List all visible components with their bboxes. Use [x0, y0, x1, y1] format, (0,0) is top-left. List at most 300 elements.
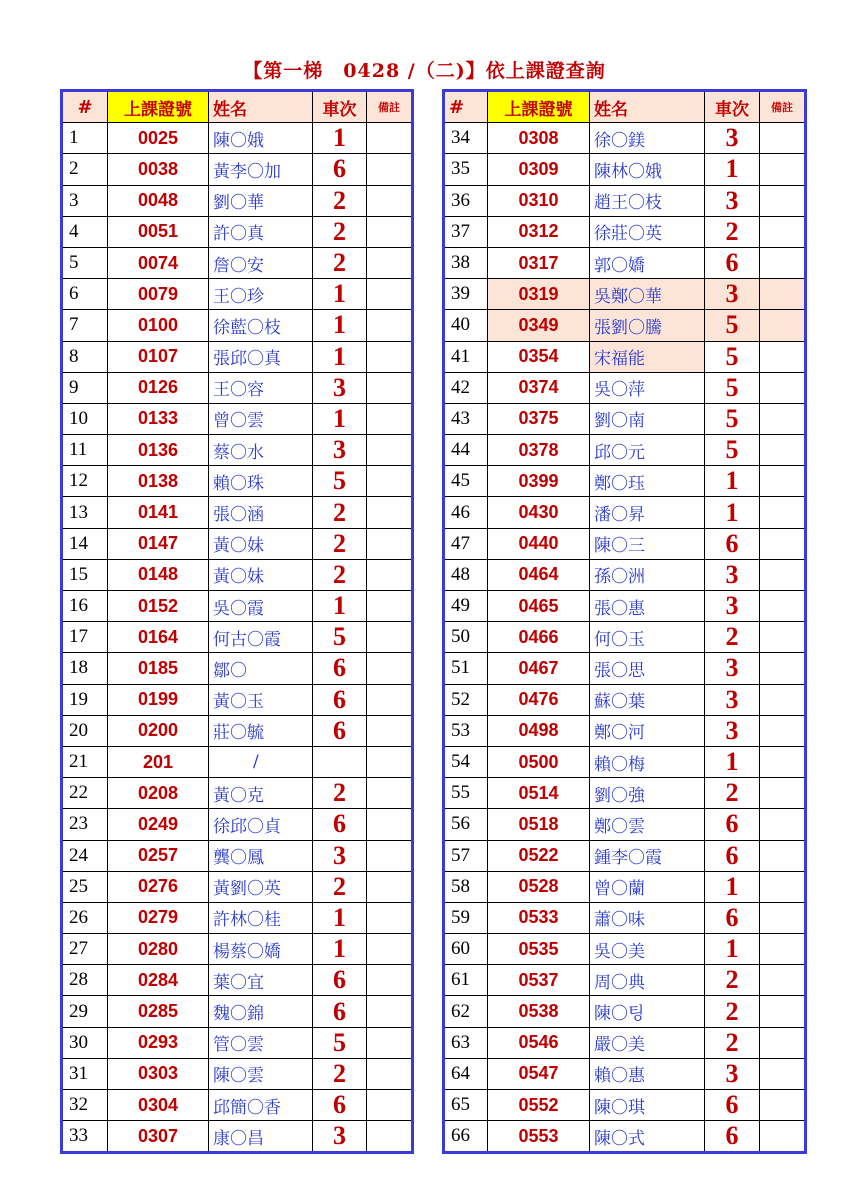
pass-number: 0079: [108, 279, 209, 310]
person-name: 徐〇鎂: [590, 123, 705, 154]
vehicle-number: 3: [705, 279, 760, 310]
pass-number: 0100: [108, 310, 209, 341]
person-name: 陳〇娥: [209, 123, 313, 154]
pass-number: 0293: [108, 1027, 209, 1058]
pass-number: 0200: [108, 715, 209, 746]
table-row: [444, 622, 806, 653]
table-row: [444, 435, 806, 466]
remarks: [367, 778, 413, 809]
roster-table-left: [60, 89, 414, 1154]
page-title: 【第一梯 0428 /（二)】依上課證查詢: [243, 60, 606, 82]
remarks: [367, 1027, 413, 1058]
remarks: [367, 1090, 413, 1121]
vehicle-number: 1: [705, 871, 760, 902]
vehicle-number: 2: [313, 528, 367, 559]
vehicle-number: 5: [705, 435, 760, 466]
pass-number: 0430: [488, 497, 590, 528]
table-row: [62, 653, 413, 684]
table-row: [444, 185, 806, 216]
pass-number: 0310: [488, 185, 590, 216]
remarks: [760, 528, 806, 559]
person-name: 宋福能: [590, 341, 705, 372]
person-name: 周〇典: [590, 965, 705, 996]
table-row: [62, 996, 413, 1027]
row-number: 40: [444, 310, 488, 341]
vehicle-number: 3: [313, 840, 367, 871]
row-number: 50: [444, 622, 488, 653]
table-row: [62, 341, 413, 372]
person-name: 張邱〇真: [209, 341, 313, 372]
vehicle-number: 2: [313, 247, 367, 278]
pass-number: 0354: [488, 341, 590, 372]
vehicle-number: 2: [705, 778, 760, 809]
person-name: 魏〇錦: [209, 996, 313, 1027]
remarks: [367, 622, 413, 653]
table-row: [444, 778, 806, 809]
remarks: [760, 247, 806, 278]
table-row: [444, 1121, 806, 1153]
remarks: [367, 247, 413, 278]
table-row: [444, 279, 806, 310]
table-row: [444, 497, 806, 528]
vehicle-number: 6: [705, 1090, 760, 1121]
table-row: [444, 310, 806, 341]
vehicle-number: 1: [705, 466, 760, 497]
pass-number: 0518: [488, 809, 590, 840]
remarks: [760, 840, 806, 871]
row-number: 36: [444, 185, 488, 216]
table-row: [444, 1058, 806, 1089]
roster-body-right: [444, 123, 806, 1153]
row-number: 60: [444, 934, 488, 965]
table-row: [444, 902, 806, 933]
person-name: 黃劉〇英: [209, 871, 313, 902]
person-name: 陳〇팅: [590, 996, 705, 1027]
header-name: 姓名: [209, 91, 313, 123]
row-number: 41: [444, 341, 488, 372]
person-name: 詹〇安: [209, 247, 313, 278]
pass-number: 0535: [488, 934, 590, 965]
person-name: 許林〇桂: [209, 902, 313, 933]
remarks: [367, 840, 413, 871]
vehicle-number: 3: [313, 1121, 367, 1153]
row-number: 9: [62, 372, 108, 403]
header-pass-number: 上課證號: [488, 91, 590, 123]
remarks: [367, 123, 413, 154]
person-name: 王〇容: [209, 372, 313, 403]
table-row: [62, 185, 413, 216]
row-number: 30: [62, 1027, 108, 1058]
person-name: 管〇雲: [209, 1027, 313, 1058]
row-number: 22: [62, 778, 108, 809]
row-number: 10: [62, 403, 108, 434]
table-row: [62, 279, 413, 310]
vehicle-number: 5: [705, 341, 760, 372]
table-row: [444, 559, 806, 590]
person-name: 賴〇惠: [590, 1058, 705, 1089]
pass-number: 0257: [108, 840, 209, 871]
remarks: [367, 996, 413, 1027]
row-number: 33: [62, 1121, 108, 1153]
header-remarks: 備註: [367, 91, 413, 123]
row-number: 12: [62, 466, 108, 497]
person-name: 潘〇昇: [590, 497, 705, 528]
pass-number: 0440: [488, 528, 590, 559]
header-name: 姓名: [590, 91, 705, 123]
pass-number: 0152: [108, 591, 209, 622]
person-name: 吳〇霞: [209, 591, 313, 622]
vehicle-number: 5: [705, 403, 760, 434]
row-number: 19: [62, 684, 108, 715]
person-name: 鄭〇珏: [590, 466, 705, 497]
remarks: [760, 497, 806, 528]
row-number: 21: [62, 746, 108, 777]
table-row: [444, 123, 806, 154]
row-number: 42: [444, 372, 488, 403]
pass-number: 0538: [488, 996, 590, 1027]
roster-body-left: [62, 123, 413, 1153]
header-row: [62, 91, 413, 123]
remarks: [367, 216, 413, 247]
row-number: 6: [62, 279, 108, 310]
remarks: [367, 684, 413, 715]
remarks: [367, 185, 413, 216]
remarks: [367, 559, 413, 590]
header-vehicle: 車次: [313, 91, 367, 123]
row-number: 35: [444, 154, 488, 185]
person-name: 徐莊〇英: [590, 216, 705, 247]
table-row: [62, 123, 413, 154]
pass-number: 0464: [488, 559, 590, 590]
person-name: 張〇涵: [209, 497, 313, 528]
person-name: 劉〇強: [590, 778, 705, 809]
pass-number: 0528: [488, 871, 590, 902]
vehicle-number: 6: [705, 528, 760, 559]
remarks: [760, 622, 806, 653]
table-row: [444, 871, 806, 902]
vehicle-number: 3: [313, 435, 367, 466]
pass-number: 0051: [108, 216, 209, 247]
pass-number: 0038: [108, 154, 209, 185]
vehicle-number: 5: [313, 1027, 367, 1058]
table-row: [444, 934, 806, 965]
remarks: [760, 1121, 806, 1153]
row-number: 57: [444, 840, 488, 871]
header-vehicle: 車次: [705, 91, 760, 123]
vehicle-number: 3: [705, 715, 760, 746]
remarks: [760, 341, 806, 372]
remarks: [367, 1121, 413, 1153]
remarks: [760, 310, 806, 341]
person-name: 曾〇雲: [209, 403, 313, 434]
table-row: [444, 653, 806, 684]
row-number: 11: [62, 435, 108, 466]
person-name: 黃〇玉: [209, 684, 313, 715]
row-number: 8: [62, 341, 108, 372]
pass-number: 0133: [108, 403, 209, 434]
row-number: 64: [444, 1058, 488, 1089]
remarks: [760, 778, 806, 809]
pass-number: 0319: [488, 279, 590, 310]
pass-number: 0307: [108, 1121, 209, 1153]
person-name: 趙王〇枝: [590, 185, 705, 216]
pass-number: 0537: [488, 965, 590, 996]
table-row: [444, 216, 806, 247]
remarks: [760, 154, 806, 185]
person-name: 陳〇雲: [209, 1058, 313, 1089]
table-row: [62, 497, 413, 528]
vehicle-number: 3: [705, 1058, 760, 1089]
vehicle-number: 6: [313, 715, 367, 746]
vehicle-number: 3: [705, 653, 760, 684]
remarks: [367, 1058, 413, 1089]
pass-number: 0498: [488, 715, 590, 746]
remarks: [760, 372, 806, 403]
pass-number: 0476: [488, 684, 590, 715]
vehicle-number: 1: [313, 310, 367, 341]
pass-number: 0249: [108, 809, 209, 840]
row-number: 65: [444, 1090, 488, 1121]
pass-number: 0138: [108, 466, 209, 497]
table-row: [444, 684, 806, 715]
table-row: [444, 372, 806, 403]
vehicle-number: 1: [313, 934, 367, 965]
person-name: 徐藍〇枝: [209, 310, 313, 341]
person-name: 邱〇元: [590, 435, 705, 466]
pass-number: 0284: [108, 965, 209, 996]
row-number: 34: [444, 123, 488, 154]
row-number: 20: [62, 715, 108, 746]
row-number: 14: [62, 528, 108, 559]
row-number: 15: [62, 559, 108, 590]
table-row: [444, 341, 806, 372]
vehicle-number: 1: [313, 591, 367, 622]
remarks: [760, 965, 806, 996]
vehicle-number: 1: [313, 403, 367, 434]
table-row: [444, 965, 806, 996]
pass-number: 0025: [108, 123, 209, 154]
vehicle-number: 5: [705, 372, 760, 403]
table-row: [444, 1090, 806, 1121]
row-number: 54: [444, 746, 488, 777]
table-row: [62, 778, 413, 809]
row-number: 1: [62, 123, 108, 154]
vehicle-number: 1: [705, 497, 760, 528]
vehicle-number: 6: [313, 965, 367, 996]
pass-number: 0279: [108, 902, 209, 933]
pass-number: 0141: [108, 497, 209, 528]
pass-number: 0514: [488, 778, 590, 809]
person-name: 鄭〇雲: [590, 809, 705, 840]
pass-number: 0375: [488, 403, 590, 434]
pass-number: 0349: [488, 310, 590, 341]
remarks: [760, 653, 806, 684]
person-name: 吳鄭〇華: [590, 279, 705, 310]
pass-number: 0552: [488, 1090, 590, 1121]
row-number: 62: [444, 996, 488, 1027]
pass-number: 0312: [488, 216, 590, 247]
person-name: 曾〇蘭: [590, 871, 705, 902]
remarks: [760, 715, 806, 746]
row-number: 52: [444, 684, 488, 715]
pass-number: 0533: [488, 902, 590, 933]
vehicle-number: 2: [313, 778, 367, 809]
vehicle-number: 1: [705, 154, 760, 185]
vehicle-number: 6: [313, 1090, 367, 1121]
row-number: 23: [62, 809, 108, 840]
vehicle-number: 2: [705, 622, 760, 653]
pass-number: 0399: [488, 466, 590, 497]
table-row: [62, 154, 413, 185]
remarks: [760, 466, 806, 497]
vehicle-number: 3: [705, 559, 760, 590]
pass-number: 0280: [108, 934, 209, 965]
row-number: 24: [62, 840, 108, 871]
row-number: 2: [62, 154, 108, 185]
pass-number: 0378: [488, 435, 590, 466]
vehicle-number: 2: [313, 559, 367, 590]
row-number: 3: [62, 185, 108, 216]
pass-number: 0185: [108, 653, 209, 684]
vehicle-number: 5: [313, 466, 367, 497]
vehicle-number: 6: [313, 996, 367, 1027]
person-name: 許〇真: [209, 216, 313, 247]
remarks: [760, 871, 806, 902]
person-name: 鄒〇: [209, 653, 313, 684]
person-name: 吳〇萍: [590, 372, 705, 403]
table-row: [62, 965, 413, 996]
remarks: [367, 871, 413, 902]
row-number: 13: [62, 497, 108, 528]
vehicle-number: 3: [705, 684, 760, 715]
vehicle-number: 1: [705, 746, 760, 777]
vehicle-number: 3: [705, 123, 760, 154]
table-row: [444, 996, 806, 1027]
person-name: 蘇〇葉: [590, 684, 705, 715]
vehicle-number: 2: [313, 1058, 367, 1089]
person-name: 康〇昌: [209, 1121, 313, 1153]
table-row: [62, 310, 413, 341]
remarks: [760, 996, 806, 1027]
table-row: [62, 622, 413, 653]
vehicle-number: 3: [705, 591, 760, 622]
vehicle-number: 6: [313, 154, 367, 185]
row-number: 58: [444, 871, 488, 902]
vehicle-number: 6: [313, 653, 367, 684]
row-number: 39: [444, 279, 488, 310]
remarks: [760, 1027, 806, 1058]
table-row: [444, 1027, 806, 1058]
table-row: [62, 902, 413, 933]
person-name: 龔〇鳳: [209, 840, 313, 871]
pass-number: 0126: [108, 372, 209, 403]
pass-number: 0304: [108, 1090, 209, 1121]
remarks: [760, 902, 806, 933]
remarks: [367, 310, 413, 341]
row-number: 51: [444, 653, 488, 684]
person-name: 張劉〇騰: [590, 310, 705, 341]
remarks: [760, 559, 806, 590]
person-name: 何〇玉: [590, 622, 705, 653]
row-number: 26: [62, 902, 108, 933]
person-name: 陳林〇娥: [590, 154, 705, 185]
remarks: [760, 1090, 806, 1121]
row-number: 37: [444, 216, 488, 247]
remarks: [367, 746, 413, 777]
remarks: [367, 715, 413, 746]
vehicle-number: 2: [705, 216, 760, 247]
pass-number: 0317: [488, 247, 590, 278]
vehicle-number: 6: [705, 902, 760, 933]
pass-number: 0107: [108, 341, 209, 372]
remarks: [760, 591, 806, 622]
person-name: 蕭〇味: [590, 902, 705, 933]
row-number: 63: [444, 1027, 488, 1058]
person-name: 賴〇珠: [209, 466, 313, 497]
person-name: 葉〇宜: [209, 965, 313, 996]
vehicle-number: 3: [705, 185, 760, 216]
table-row: [62, 216, 413, 247]
remarks: [367, 965, 413, 996]
remarks: [760, 403, 806, 434]
row-number: 28: [62, 965, 108, 996]
table-row: [62, 809, 413, 840]
pass-number: 0500: [488, 746, 590, 777]
vehicle-number: 1: [313, 279, 367, 310]
table-row: [62, 684, 413, 715]
pass-number: 0199: [108, 684, 209, 715]
row-number: 38: [444, 247, 488, 278]
remarks: [367, 653, 413, 684]
header-pass-number: 上課證號: [108, 91, 209, 123]
person-name: 嚴〇美: [590, 1027, 705, 1058]
row-number: 47: [444, 528, 488, 559]
row-number: 56: [444, 809, 488, 840]
row-number: 16: [62, 591, 108, 622]
pass-number: 0048: [108, 185, 209, 216]
person-name: 邱簡〇香: [209, 1090, 313, 1121]
pass-number: 0466: [488, 622, 590, 653]
pass-number: 0467: [488, 653, 590, 684]
vehicle-number: 2: [705, 996, 760, 1027]
remarks: [760, 746, 806, 777]
remarks: [367, 279, 413, 310]
row-number: 61: [444, 965, 488, 996]
vehicle-number: 6: [705, 809, 760, 840]
person-name: 賴〇梅: [590, 746, 705, 777]
row-number: 7: [62, 310, 108, 341]
table-row: [62, 934, 413, 965]
pass-number: 0309: [488, 154, 590, 185]
table-row: [62, 591, 413, 622]
row-number: 17: [62, 622, 108, 653]
vehicle-number: 2: [313, 185, 367, 216]
row-number: 48: [444, 559, 488, 590]
person-name: 蔡〇水: [209, 435, 313, 466]
header-row: [444, 91, 806, 123]
person-name: 張〇思: [590, 653, 705, 684]
table-row: [444, 528, 806, 559]
pass-number: 0136: [108, 435, 209, 466]
person-name: 楊蔡〇嬌: [209, 934, 313, 965]
table-row: [444, 154, 806, 185]
table-row: [444, 809, 806, 840]
row-number: 44: [444, 435, 488, 466]
remarks: [760, 934, 806, 965]
table-row: [444, 403, 806, 434]
person-name: 王〇珍: [209, 279, 313, 310]
vehicle-number: 5: [705, 310, 760, 341]
